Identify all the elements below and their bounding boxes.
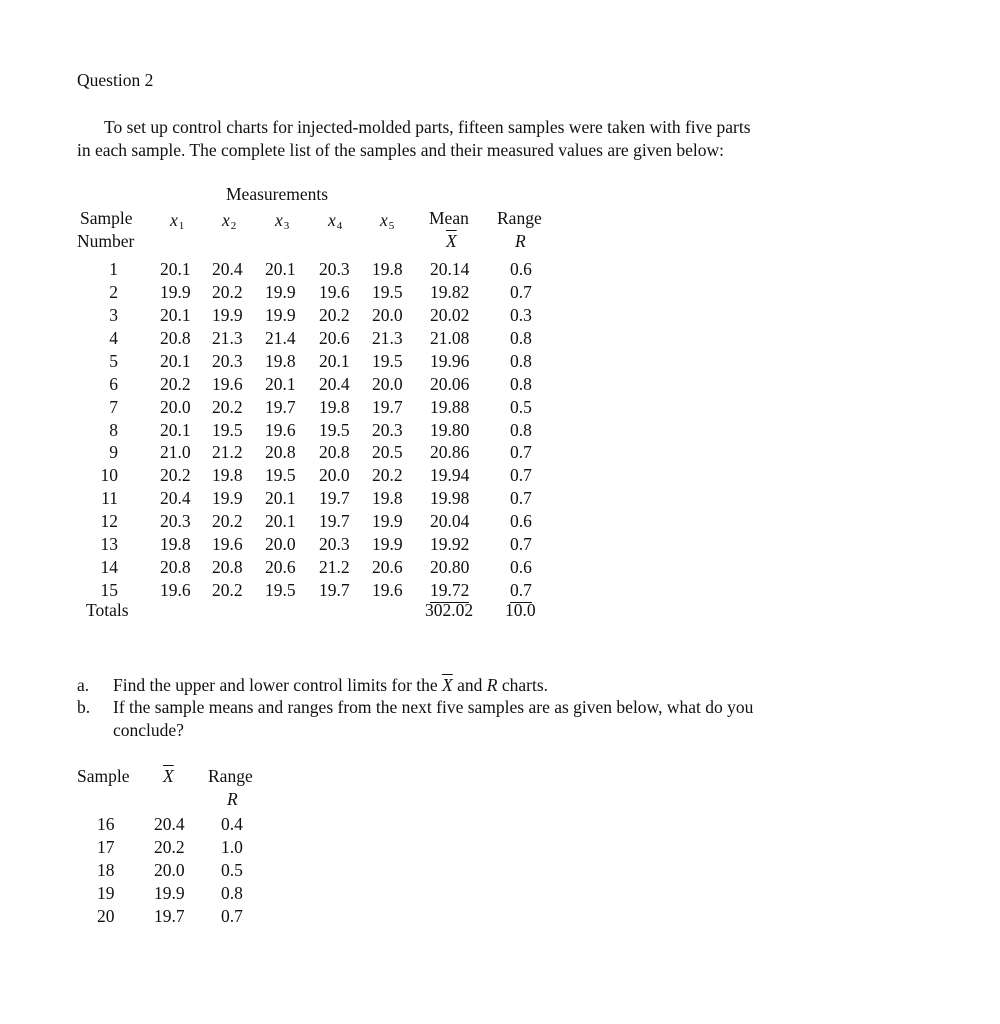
sample-mean: 20.14 bbox=[430, 259, 470, 279]
measurement-x1: 19.8 bbox=[160, 534, 191, 555]
measurement-x2: 19.6 bbox=[212, 534, 243, 555]
sample-mean: 19.72 bbox=[430, 580, 469, 603]
sample-range: 0.4 bbox=[221, 814, 243, 834]
sample-mean: 19.94 bbox=[430, 465, 470, 486]
sample-number: 3 bbox=[109, 304, 118, 325]
sample-mean: 20.0 bbox=[154, 860, 185, 880]
sample-mean: 20.80 bbox=[430, 557, 470, 578]
measurement-x1: 20.1 bbox=[160, 350, 191, 371]
table-row bbox=[0, 580, 1000, 602]
sample-mean: 20.86 bbox=[430, 442, 470, 463]
col-x1-header: $x_1$ bbox=[170, 210, 185, 232]
table-row bbox=[0, 837, 1000, 859]
col-number-header: Number bbox=[77, 231, 135, 251]
measurement-x5: 20.6 bbox=[372, 557, 403, 578]
sample-range: 0.8 bbox=[510, 373, 532, 394]
measurement-x3: 19.5 bbox=[265, 465, 296, 486]
measurement-x4: 19.7 bbox=[319, 580, 350, 601]
measurement-x3: 20.0 bbox=[265, 534, 296, 555]
table-row bbox=[0, 814, 1000, 836]
question-a-label: a. bbox=[77, 675, 90, 695]
table-row bbox=[0, 442, 1000, 464]
measurement-x5: 20.5 bbox=[372, 442, 403, 463]
intro-line-1: To set up control charts for injected-molded parts, fifteen samples were taken with five parts bbox=[104, 117, 751, 137]
col-range-symbol-2: R bbox=[227, 789, 238, 809]
question-a-text: Find the upper and lower control limits for the $\overline{X}$ and R charts. bbox=[113, 675, 549, 695]
table-row bbox=[0, 534, 1000, 556]
sample-range: 0.7 bbox=[221, 906, 243, 926]
measurement-x4: 19.8 bbox=[319, 396, 350, 417]
measurement-x5: 20.2 bbox=[372, 465, 403, 486]
sample-mean: 20.2 bbox=[154, 837, 185, 857]
sample-number: 18 bbox=[97, 860, 115, 880]
measurement-x2: 20.3 bbox=[212, 350, 243, 371]
measurement-x1: 20.0 bbox=[160, 396, 191, 417]
measurement-x1: 20.1 bbox=[160, 304, 191, 325]
measurement-x3: 19.5 bbox=[265, 580, 296, 601]
measurement-x4: 19.6 bbox=[319, 281, 350, 302]
measurement-x1: 20.1 bbox=[160, 419, 191, 440]
sample-mean: 19.80 bbox=[430, 419, 470, 440]
table-row bbox=[0, 883, 1000, 905]
sample-number: 5 bbox=[109, 350, 118, 371]
sample-range: 0.8 bbox=[510, 327, 532, 348]
table-row bbox=[0, 906, 1000, 928]
measurement-x1: 19.6 bbox=[160, 580, 191, 601]
sample-number: 12 bbox=[100, 511, 118, 532]
measurement-x3: 19.9 bbox=[265, 304, 296, 325]
measurement-x5: 19.6 bbox=[372, 580, 403, 601]
table-row bbox=[0, 488, 1000, 510]
measurement-x3: 19.6 bbox=[265, 419, 296, 440]
sample-number: 1 bbox=[109, 259, 118, 279]
sample-mean: 20.02 bbox=[430, 304, 470, 325]
measurement-x2: 20.2 bbox=[212, 511, 243, 532]
measurement-x1: 20.4 bbox=[160, 488, 191, 509]
sample-number: 4 bbox=[109, 327, 118, 348]
table-row bbox=[0, 374, 1000, 396]
measurement-x2: 21.3 bbox=[212, 327, 243, 348]
measurement-x3: 20.1 bbox=[265, 511, 296, 532]
col-x3-header: $x_3$ bbox=[275, 210, 290, 232]
sample-mean: 20.04 bbox=[430, 511, 470, 532]
sample-range: 0.5 bbox=[221, 860, 243, 880]
measurement-x5: 19.5 bbox=[372, 350, 403, 371]
measurement-x5: 20.3 bbox=[372, 419, 403, 440]
sample-number: 8 bbox=[109, 419, 118, 440]
table-row bbox=[0, 305, 1000, 327]
measurement-x4: 20.4 bbox=[319, 373, 350, 394]
sample-number: 9 bbox=[109, 442, 118, 463]
col-mean-symbol: $\overline{X}$ bbox=[446, 231, 457, 251]
measurement-x1: 19.9 bbox=[160, 281, 191, 302]
sample-number: 2 bbox=[109, 281, 118, 302]
measurement-x1: 20.3 bbox=[160, 511, 191, 532]
measurement-x4: 20.3 bbox=[319, 259, 350, 279]
sample-range: 0.7 bbox=[510, 534, 532, 555]
measurement-x2: 19.9 bbox=[212, 304, 243, 325]
sample-number: 14 bbox=[100, 557, 118, 578]
col-x4-header: $x_4$ bbox=[328, 210, 343, 232]
measurement-x2: 20.2 bbox=[212, 580, 243, 601]
measurement-x2: 19.8 bbox=[212, 465, 243, 486]
table-row bbox=[0, 328, 1000, 350]
table-row bbox=[0, 259, 1000, 281]
col-sample-header: Sample bbox=[80, 208, 133, 228]
measurement-x4: 19.5 bbox=[319, 419, 350, 440]
sample-mean: 20.06 bbox=[430, 373, 470, 394]
table-row bbox=[0, 282, 1000, 304]
sample-range: 0.7 bbox=[510, 465, 532, 486]
col-range-header-2: Range bbox=[208, 766, 253, 786]
sample-range: 0.7 bbox=[510, 488, 532, 509]
measurement-x3: 21.4 bbox=[265, 327, 296, 348]
sample-mean: 19.7 bbox=[154, 906, 185, 926]
sample-range: 0.6 bbox=[510, 557, 532, 578]
measurement-x5: 19.5 bbox=[372, 281, 403, 302]
sample-mean: 19.92 bbox=[430, 534, 470, 555]
measurement-x2: 20.4 bbox=[212, 259, 243, 279]
measurement-x4: 19.7 bbox=[319, 511, 350, 532]
table-row bbox=[0, 465, 1000, 487]
measurement-x2: 19.5 bbox=[212, 419, 243, 440]
measurement-x2: 20.8 bbox=[212, 557, 243, 578]
measurement-x4: 20.8 bbox=[319, 442, 350, 463]
measurement-x3: 20.1 bbox=[265, 259, 296, 279]
sample-range: 1.0 bbox=[221, 837, 243, 857]
measurement-x3: 19.7 bbox=[265, 396, 296, 417]
sample-number: 17 bbox=[97, 837, 115, 857]
measurement-x5: 19.7 bbox=[372, 396, 403, 417]
table-row bbox=[0, 351, 1000, 373]
totals-label: Totals bbox=[86, 600, 129, 620]
intro-line-2: in each sample. The complete list of the samples and their measured values are given below: bbox=[77, 140, 724, 160]
table-row bbox=[0, 860, 1000, 882]
measurement-x4: 20.0 bbox=[319, 465, 350, 486]
col-mean-header: Mean bbox=[429, 208, 469, 228]
sample-range: 0.5 bbox=[510, 396, 532, 417]
question-b-line-1: If the sample means and ranges from the next five samples are as given below, what do you bbox=[113, 697, 754, 717]
col-range-symbol: R bbox=[515, 231, 526, 251]
measurement-x2: 19.9 bbox=[212, 488, 243, 509]
measurement-x5: 19.8 bbox=[372, 259, 403, 279]
sample-number: 6 bbox=[109, 373, 118, 394]
measurement-x1: 20.8 bbox=[160, 557, 191, 578]
measurement-x4: 20.1 bbox=[319, 350, 350, 371]
sample-number: 10 bbox=[100, 465, 118, 486]
measurements-header: Measurements bbox=[226, 184, 329, 204]
col-mean-symbol-2: $\overline{X}$ bbox=[163, 766, 174, 786]
sample-range: 0.7 bbox=[510, 442, 532, 463]
sample-mean: 19.9 bbox=[154, 883, 185, 903]
total-mean: 302.02 bbox=[425, 600, 474, 620]
sample-number: 7 bbox=[109, 396, 118, 417]
table-row bbox=[0, 511, 1000, 533]
measurement-x2: 19.6 bbox=[212, 373, 243, 394]
measurement-x1: 20.8 bbox=[160, 327, 191, 348]
measurement-x5: 19.8 bbox=[372, 488, 403, 509]
measurement-x3: 20.6 bbox=[265, 557, 296, 578]
measurement-x4: 21.2 bbox=[319, 557, 350, 578]
sample-mean: 19.96 bbox=[430, 350, 470, 371]
sample-range: 0.8 bbox=[510, 350, 532, 371]
question-title: Question 2 bbox=[77, 70, 154, 90]
sample-number: 20 bbox=[97, 906, 115, 926]
sample-mean: 21.08 bbox=[430, 327, 470, 348]
sample-range: 0.7 bbox=[510, 281, 532, 302]
col-x2-header: $x_2$ bbox=[222, 210, 237, 232]
measurement-x5: 20.0 bbox=[372, 304, 403, 325]
table-row bbox=[0, 397, 1000, 419]
sample-range: 0.8 bbox=[510, 419, 532, 440]
measurement-x4: 19.7 bbox=[319, 488, 350, 509]
question-b-label: b. bbox=[77, 697, 91, 717]
measurement-x5: 19.9 bbox=[372, 534, 403, 555]
measurement-x3: 19.8 bbox=[265, 350, 296, 371]
measurement-x1: 20.1 bbox=[160, 259, 191, 279]
sample-range: 0.8 bbox=[221, 883, 243, 903]
table-row bbox=[0, 557, 1000, 579]
measurement-x3: 20.8 bbox=[265, 442, 296, 463]
measurement-x1: 21.0 bbox=[160, 442, 191, 463]
question-b-line-2: conclude? bbox=[113, 720, 184, 740]
sample-number: 13 bbox=[100, 534, 118, 555]
measurement-x2: 21.2 bbox=[212, 442, 243, 463]
sample-number: 19 bbox=[97, 883, 115, 903]
measurement-x2: 20.2 bbox=[212, 281, 243, 302]
measurement-x3: 19.9 bbox=[265, 281, 296, 302]
measurement-x5: 21.3 bbox=[372, 327, 403, 348]
sample-range: 0.7 bbox=[510, 580, 532, 603]
measurement-x5: 19.9 bbox=[372, 511, 403, 532]
sample-mean: 19.88 bbox=[430, 396, 470, 417]
measurement-x4: 20.6 bbox=[319, 327, 350, 348]
measurement-x5: 20.0 bbox=[372, 373, 403, 394]
measurement-x1: 20.2 bbox=[160, 465, 191, 486]
sample-number: 11 bbox=[101, 488, 118, 509]
sample-mean: 20.4 bbox=[154, 814, 185, 834]
table-row bbox=[0, 420, 1000, 442]
sample-mean: 19.98 bbox=[430, 488, 470, 509]
sample-range: 0.3 bbox=[510, 304, 532, 325]
measurement-x1: 20.2 bbox=[160, 373, 191, 394]
sample-number: 15 bbox=[100, 580, 118, 601]
total-range: 10.0 bbox=[505, 600, 536, 620]
measurement-x4: 20.3 bbox=[319, 534, 350, 555]
measurement-x3: 20.1 bbox=[265, 488, 296, 509]
measurement-x3: 20.1 bbox=[265, 373, 296, 394]
measurement-x4: 20.2 bbox=[319, 304, 350, 325]
measurement-x2: 20.2 bbox=[212, 396, 243, 417]
sample-number: 16 bbox=[97, 814, 115, 834]
col-range-header: Range bbox=[497, 208, 542, 228]
col-x5-header: $x_5$ bbox=[380, 210, 395, 232]
col-sample-header-2: Sample bbox=[77, 766, 130, 786]
sample-mean: 19.82 bbox=[430, 281, 470, 302]
sample-range: 0.6 bbox=[510, 259, 532, 279]
sample-range: 0.6 bbox=[510, 511, 532, 532]
